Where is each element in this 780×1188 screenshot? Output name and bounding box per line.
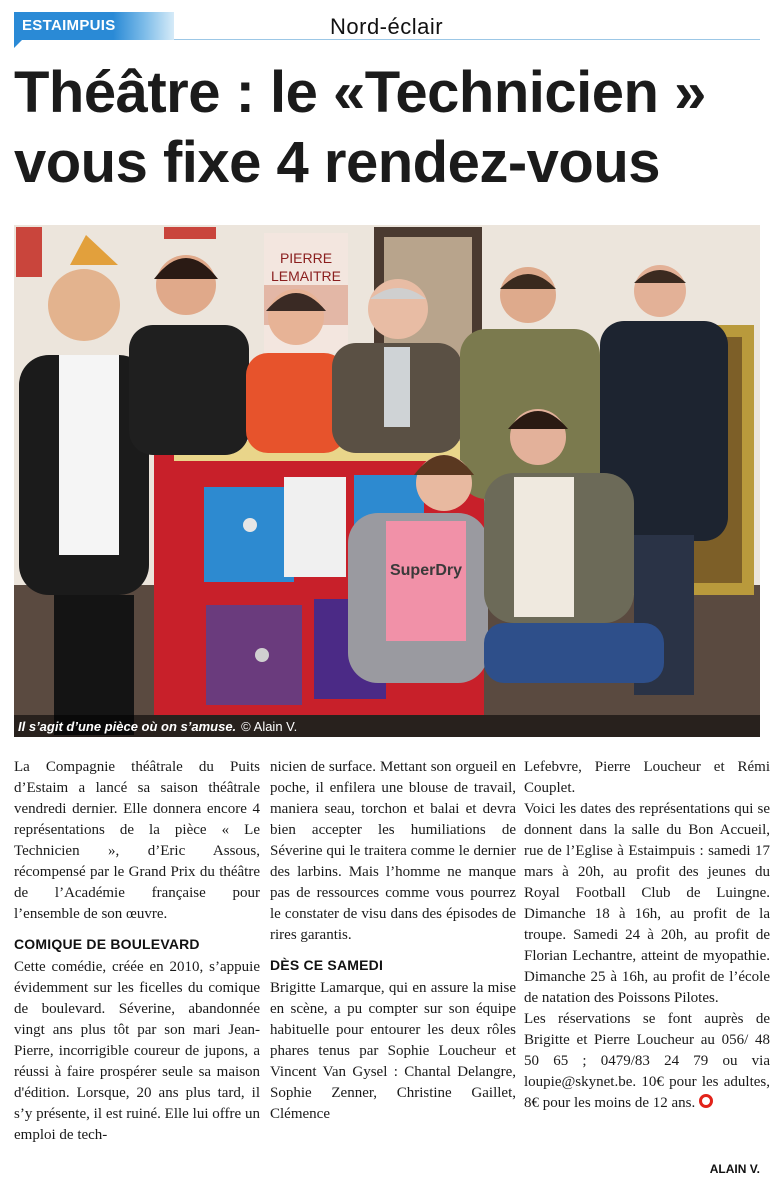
article-column-3 xyxy=(524,757,770,1114)
paragraph-reservations xyxy=(524,1009,770,1114)
caption-bar xyxy=(14,715,760,737)
newspaper-masthead: Nord-éclair xyxy=(330,14,444,39)
paragraph: La Compagnie théâtrale du Puits d’Estaim a lancé sa saison théâtrale vendredi dernier. Elle donnera encore 4 représentations de la pièce « Le Technicien », d’Eric Assous, récompensé par le Grand Prix du théâtre de l’Académie française pour l’ensemble de son œuvre. xyxy=(14,759,260,922)
author-byline: ALAIN V. xyxy=(709,1162,760,1176)
end-mark-icon xyxy=(699,1094,713,1108)
paragraph: Voici les dates des représentations qui se donnent dans la salle du Bon Accueil, rue de l’Eglise à Estaimpuis : samedi 17 mars à 20h, au profit des jeunes du Royal Football Club de Luingne. Dimanche 18 à 16h, au profit de la troupe. Samedi 24 à 20h, au profit de Florian Lechantre, atteint de myopathie. Dimanche 25 à 16h, au profit de l’école de natation des Poissons Pilotes. xyxy=(524,801,770,1006)
section-rubric xyxy=(14,12,174,40)
group-photo-illustration xyxy=(14,225,760,737)
section-label: ESTAIMPUIS xyxy=(22,17,116,34)
shirt-text: SuperDry xyxy=(389,562,463,579)
reservations-text: Les réservations se font auprès de Brigitte et Pierre Loucheur au 056/ 48 50 65 ; 0479/83 24 79 ou via loupie@skynet.be. 10€ pour les adultes, 8€ pour les moins de 12 ans. xyxy=(524,1011,770,1111)
poster-text-2: LEMAITRE xyxy=(270,268,342,284)
caption-text: Il s’agit d’une pièce où on s’amuse. xyxy=(18,719,237,734)
article-headline: Théâtre : le «Technicien » vous fixe 4 rendez-vous xyxy=(14,60,706,195)
article-column-1 xyxy=(14,757,260,1146)
photo-caption xyxy=(18,719,297,734)
subheading-samedi: DÈS CE SAMEDI xyxy=(270,957,384,973)
photo-credit: © Alain V. xyxy=(241,719,298,734)
article-column-2 xyxy=(270,757,516,1125)
subheading-comique: COMIQUE DE BOULEVARD xyxy=(14,936,200,952)
article-photo xyxy=(14,225,760,737)
page-header xyxy=(0,0,780,60)
header-rule xyxy=(174,39,760,40)
poster-text-1: PIERRE xyxy=(279,250,333,266)
rubric-tail xyxy=(14,40,22,48)
paragraph: Brigitte Lamarque, qui en assure la mise en scène, a pu compter sur son équipe habituelle pour entourer les deux rôles phares tenus par Sophie Loucheur et Vincent Van Gysel : Chantal Delangre, Sophie Zenner, Christine Gaillet, Clémence xyxy=(270,980,516,1122)
paragraph: Lefebvre, Pierre Loucheur et Rémi Couplet. xyxy=(524,759,770,796)
paragraph: Cette comédie, créée en 2010, s’appuie évidemment sur les ficelles du comique de boulevard. Séverine, abandonnée vingt ans plus tôt par son mari Jean-Pierre, incorrigible coureur de jupons, a réussi à faire prospérer seule sa maison d'édition. Lorsque, 20 ans plus tard, il s’y présente, il est ruiné. Elle lui offre un emploi de tech- xyxy=(14,959,260,1143)
paragraph: nicien de surface. Mettant son orgueil en poche, il enfilera une blouse de travail, maniera seau, torchon et balai et devra bien accepter les humiliations de Séverine qui le traitera comme le dernier des larbins. Mais l’homme ne manque pas de ressources comme vous pourrez le constater de visu dans des épisodes de rires garantis. xyxy=(270,759,516,943)
